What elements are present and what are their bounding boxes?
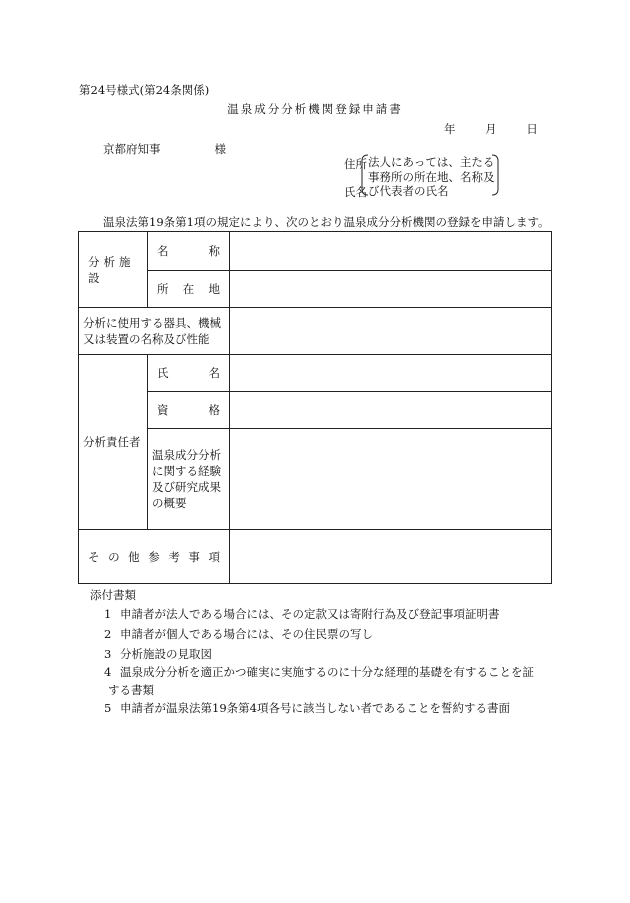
attachment-item <box>104 646 212 662</box>
applicant-address-label: 住所 <box>344 157 367 171</box>
attachment-item <box>104 700 510 716</box>
other-label-char: 項 <box>208 549 220 564</box>
date-line <box>444 121 538 137</box>
attachment-number: 4 <box>104 665 112 679</box>
attachment-item <box>104 664 534 680</box>
manager-experience-line: 温泉成分分析 <box>152 448 221 462</box>
manager-name-label-cell <box>148 355 230 392</box>
attachment-text: 分析施設の見取図 <box>120 647 212 661</box>
attachment-item <box>104 606 500 622</box>
facility-location-char: 所 <box>157 282 169 296</box>
manager-name-value[interactable] <box>230 355 552 392</box>
facility-location-char: 在 <box>182 282 195 296</box>
document-title: 温泉成分分析機関登録申請書 <box>227 102 403 116</box>
manager-experience-value[interactable] <box>230 429 552 530</box>
other-label-cell <box>79 530 230 584</box>
facility-name-char: 名 <box>157 244 169 258</box>
equipment-label-line: 分析に使用する器具、機械 <box>83 316 221 330</box>
applicant-name-label: 氏名 <box>344 185 367 199</box>
facility-location-value[interactable] <box>230 271 552 308</box>
form-number: 第24号様式(第24条関係) <box>79 83 210 97</box>
addressee-name: 京都府知事 <box>103 142 161 156</box>
facility-name-label-cell <box>148 232 230 271</box>
facility-name-char: 称 <box>208 244 220 258</box>
other-label-char: 参 <box>148 549 160 564</box>
attachment-number: 2 <box>104 627 112 641</box>
manager-qualification-label-cell <box>148 392 230 429</box>
addressee-honorific: 様 <box>214 142 226 156</box>
date-year-label: 年 <box>444 122 456 136</box>
other-label-char: そ <box>88 549 100 564</box>
manager-label-cell <box>79 355 148 530</box>
attachment-text: 申請者が法人である場合には、その定款又は寄附行為及び登記事項証明書 <box>120 607 500 621</box>
applicant-note-line: び代表者の氏名 <box>368 184 449 198</box>
other-label-char: 事 <box>188 549 200 564</box>
other-label-char: 考 <box>168 549 180 564</box>
attachments-title: 添付書類 <box>90 588 136 602</box>
facility-location-char: 地 <box>208 282 220 296</box>
application-table <box>78 231 552 584</box>
attachment-text-continued: する書類 <box>108 683 154 697</box>
manager-experience-line: 及び研究成果 <box>152 480 221 494</box>
attachment-text: 温泉成分分析を適正かつ確実に実施するのに十分な経理的基礎を有することを証 <box>120 665 534 679</box>
other-label-char: の <box>108 549 120 564</box>
applicant-note-line: 法人にあっては、主たる <box>368 155 495 169</box>
manager-qualification-value[interactable] <box>230 392 552 429</box>
attachment-number: 3 <box>104 647 112 661</box>
attachment-number: 5 <box>104 701 112 715</box>
applicant-note <box>368 155 495 199</box>
manager-experience-label-cell <box>148 429 230 530</box>
attachment-text: 申請者が個人である場合には、その住民票の写し <box>120 627 373 641</box>
facility-label-text: 分析施設 <box>88 254 135 285</box>
equipment-value[interactable] <box>230 308 552 355</box>
manager-label: 分析責任者 <box>83 435 141 449</box>
manager-experience-line: の概要 <box>152 496 187 510</box>
date-month-label: 月 <box>485 122 497 136</box>
attachment-item <box>104 626 373 642</box>
attachment-text: 申請者が温泉法第19条第4項各号に該当しない者であることを誓約する書面 <box>120 701 510 715</box>
date-day-label: 日 <box>526 122 538 136</box>
equipment-label-line: 又は装置の名称及び性能 <box>83 332 210 346</box>
attachment-number: 1 <box>104 607 112 621</box>
manager-name-char: 氏 <box>157 366 169 380</box>
manager-qualification-char: 資 <box>157 403 169 417</box>
facility-name-value[interactable] <box>230 232 552 271</box>
manager-experience-line: に関する経験 <box>152 464 221 478</box>
applicant-note-line: 事務所の所在地、名称及 <box>368 169 495 184</box>
other-value[interactable] <box>230 530 552 584</box>
manager-qualification-char: 格 <box>208 403 220 417</box>
equipment-label-cell <box>79 308 230 355</box>
facility-location-label-cell <box>148 271 230 308</box>
facility-label <box>86 254 140 286</box>
other-label-char: 他 <box>128 549 140 564</box>
facility-label-cell <box>79 232 148 308</box>
manager-name-char: 名 <box>208 366 220 380</box>
intro-text: 温泉法第19条第1項の規定により、次のとおり温泉成分分析機関の登録を申請します。 <box>103 215 550 229</box>
addressee <box>103 141 226 157</box>
